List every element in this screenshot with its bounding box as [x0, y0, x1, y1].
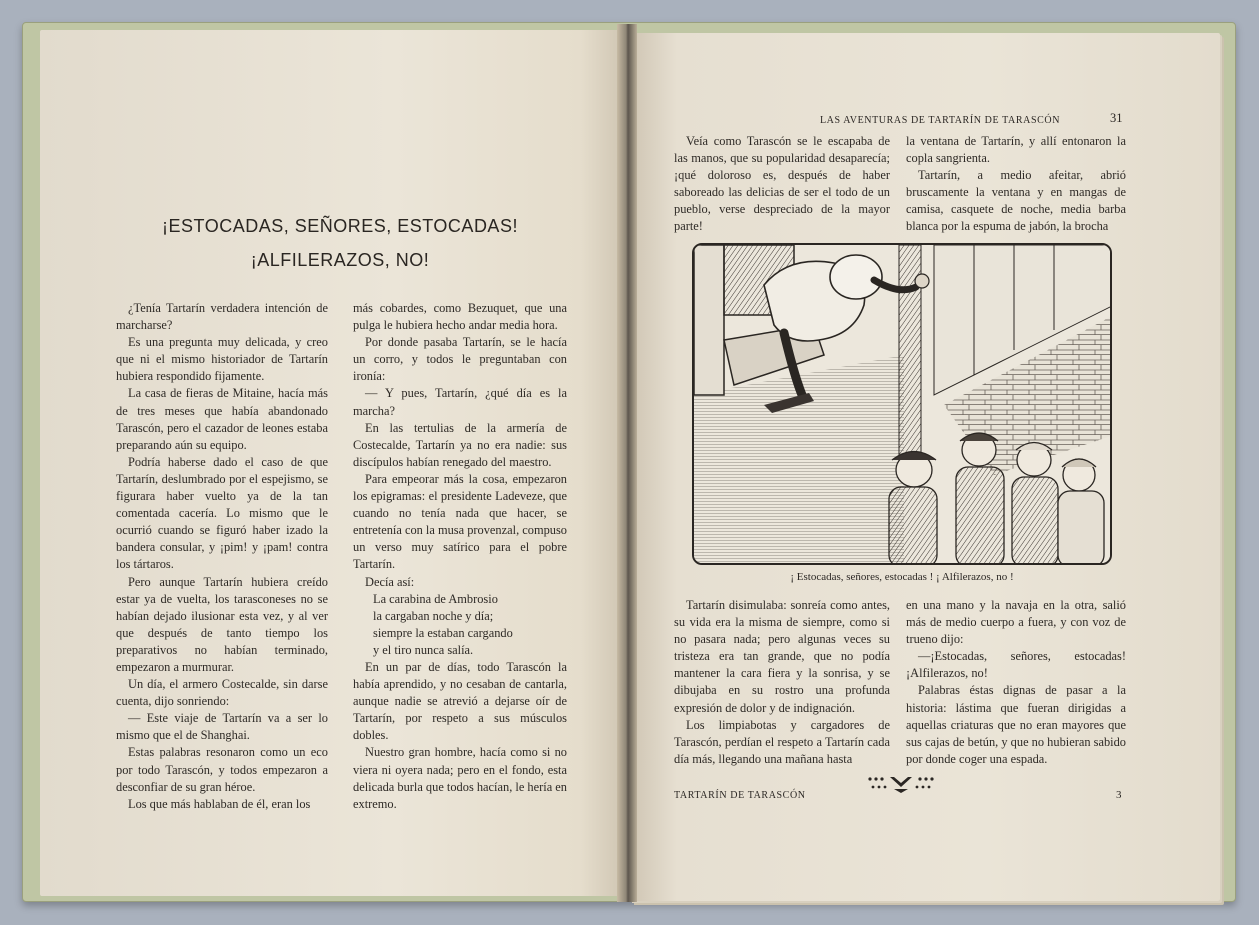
- verse-line: La carabina de Ambrosio: [373, 591, 498, 606]
- left-column-2: [353, 300, 567, 813]
- paragraph: Es una pregunta muy delicada, y creo que ni el mismo historiador de Tartarín hubiera respondido fijamente.: [116, 335, 328, 384]
- paragraph: en una mano y la navaja en la otra, salió más de medio cuerpo a fuera, y con voz de trueno dijo:: [906, 598, 1126, 647]
- page-number: 31: [1110, 111, 1123, 125]
- engraving-illustration: [692, 243, 1112, 565]
- illustration-caption: ¡ Estocadas, señores, estocadas ! ¡ Alfilerazos, no !: [790, 571, 1014, 583]
- paragraph: La casa de fieras de Mitaine, hacía más de tres meses que había abandonado Tarascón, pero el cazador de leones estaba preparando aún su equipo.: [116, 386, 328, 452]
- running-head: LAS AVENTURAS DE TARTARÍN DE TARASCÓN: [819, 115, 1061, 126]
- left-column-1: [116, 300, 328, 813]
- paragraph: En las tertulias de la armería de Costecalde, Tartarín ya no era nadie: sus discípulos habían renegado del maestro.: [353, 420, 567, 469]
- chapter-title-line-2: ¡ALFILERAZOS, NO!: [250, 250, 430, 270]
- paragraph: Los limpiabotas y cargadores de Tarascón, perdían el respeto a Tartarín cada día más, llegando una mañana hasta: [674, 717, 890, 766]
- paragraph: la ventana de Tartarín, y allí entonaron la copla sangrienta.: [906, 134, 1126, 166]
- right-bottom-column-2: [906, 597, 1126, 768]
- paragraph: Un día, el armero Costecalde, sin darse cuenta, dijo sonriendo:: [116, 677, 328, 709]
- footer-signature-number: 3: [1116, 789, 1122, 801]
- right-bottom-column-1: [674, 597, 890, 768]
- paragraph: más cobardes, como Bezuquet, que una pulga le hubiera hecho andar media hora.: [353, 301, 567, 333]
- paragraph: Estas palabras resonaron como un eco por todo Tarascón, y todos empezaron a desconfiar de su gran héroe.: [116, 745, 328, 794]
- paragraph: Tartarín, a medio afeitar, abrió bruscamente la ventana y en mangas de camisa, casquete de noche, media barba blanca por la espuma de jabón, la brocha: [906, 168, 1126, 234]
- ornament-icon: [866, 773, 936, 795]
- paragraph: — Y pues, Tartarín, ¿qué día es la marcha?: [353, 386, 567, 418]
- paragraph: Veía como Tarascón se le escapaba de las manos, que su popularidad desaparecía; ¡qué doloroso es, después de haber saboreado las delicias de ser el todo de un pueblo, verse despreciado de la mayor parte!: [674, 134, 890, 234]
- book-spine: [617, 24, 637, 902]
- right-page: [630, 33, 1220, 901]
- right-top-column-2: [906, 133, 1126, 236]
- paragraph: Los que más hablaban de él, eran los: [128, 796, 311, 811]
- paragraph: Pero aunque Tartarín hubiera creído estar ya de vuelta, los tarasconeses no se habían dejado ilusionar esta vez, y al ver que después de tanto tiempo los preparativos no habían terminado, empezaron a murmurar.: [116, 574, 328, 674]
- paragraph: Palabras éstas dignas de pasar a la historia: lástima que fueran dirigidas a aquellas criaturas que no eran mayores que sus cajas de betún, y que no hubieran sabido por donde coger una espada.: [906, 683, 1126, 766]
- paragraph: Para empeorar más la cosa, empezaron los epigramas: el presidente Ladeveze, que cuando no tenía nada que hacer, se entretenía con la musa provenzal, compuso un verso muy satírico para el pobre Tartarín.: [353, 471, 568, 572]
- verse-line: la cargaban noche y día;: [373, 608, 494, 623]
- chapter-title-line-1: ¡ESTOCADAS, SEÑORES, ESTOCADAS!: [162, 216, 518, 236]
- paragraph: En un par de días, todo Tarascón la había aprendido, y no cesaban de cantarla, aunque nadie se atrevió a dejarse oír de Tartarín, por respeto a sus músculos dobles.: [353, 659, 567, 743]
- paragraph: ¿Tenía Tartarín verdadera intención de marcharse?: [116, 301, 328, 333]
- verse-line: y el tiro nunca salía.: [373, 642, 474, 657]
- right-top-column-1: [674, 133, 890, 236]
- paragraph: Tartarín disimulaba: sonreía como antes, su vida era la misma de siempre, como si no pasara nada; pero algunas veces su tristeza era tan grande, que no podía mantener la cara fiera y la sonrisa, y se dibujaba en su rostro una profunda expresión de dolor y de indignación.: [674, 598, 890, 715]
- footer-book-title: TARTARÍN DE TARASCÓN: [674, 790, 806, 801]
- left-page: [40, 30, 628, 896]
- paragraph: —¡Estocadas, señores, estocadas! ¡Alfilerazos, no!: [906, 649, 1126, 681]
- verse-line: siempre la estaban cargando: [373, 625, 513, 640]
- paragraph: Podría haberse dado el caso de que Tartarín, deslumbrado por el espejismo, se figurara haber vuelto ya de la tan comentada cacería. Lo mismo que le ocurrió cuando se figuró haber izado la bandera consular, y ¡pim! y ¡pam! contra los tártaros.: [116, 454, 328, 572]
- paragraph: Decía así:: [365, 574, 415, 589]
- illustration-drawing: [694, 245, 1112, 565]
- paragraph: Por donde pasaba Tartarín, se le hacía un corro, y todos le preguntaban con ironía:: [353, 335, 567, 384]
- paragraph: — Este viaje de Tartarín va a ser lo mismo que el de Shanghai.: [116, 711, 328, 743]
- paragraph: Nuestro gran hombre, hacía como si no viera ni oyera nada; pero en el fondo, esta delicada burla que todos hacían, le hería en extremo.: [353, 745, 567, 811]
